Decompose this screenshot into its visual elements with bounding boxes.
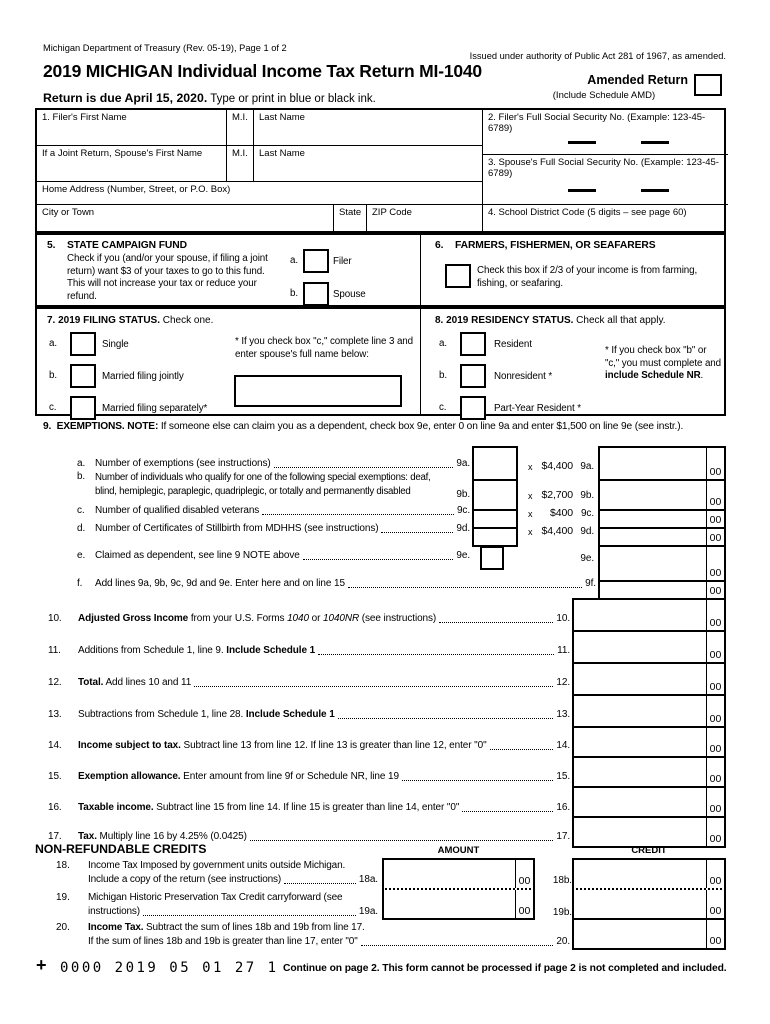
- spouse-full-name-input[interactable]: [234, 375, 402, 407]
- line-9d-cents: 00: [706, 529, 724, 545]
- line-18a-value-box[interactable]: [382, 858, 535, 890]
- line-19a-tag: 19a.: [358, 906, 378, 917]
- line-9b-amount: $2,700: [541, 489, 573, 501]
- line-9d-tag: 9d.: [456, 523, 470, 534]
- campaign-filer-checkbox[interactable]: [303, 249, 329, 273]
- line-14-row: [48, 740, 570, 752]
- filing-status-title: 2019 FILING STATUS.: [58, 315, 160, 326]
- section-divider: [420, 309, 421, 414]
- ssn-dash: [641, 189, 669, 192]
- residency-note: [605, 345, 723, 383]
- line-17-value-box[interactable]: [572, 816, 726, 848]
- line-9e-text: Claimed as dependent, see line 9 NOTE above: [95, 550, 300, 561]
- line-15-tag: 15.: [556, 771, 570, 782]
- ssn-dash: [641, 141, 669, 144]
- line-9b-text-2: blind, hemiplegic, paraplegic, quadriplegic, or totally and permanently disabled: [95, 485, 411, 497]
- line-19b-tag: 19b.: [552, 907, 572, 918]
- filer-ssn-label: 2. Filer's Full Social Security No. (Example: 123-45-6789): [488, 112, 706, 134]
- ssn-dash: [568, 189, 596, 192]
- state-field[interactable]: [334, 205, 367, 235]
- spouse-mi-label: M.I.: [232, 148, 248, 159]
- exemptions-note-label: NOTE:: [124, 421, 159, 432]
- form-barcode-line: 0000 2019 05 01 27 1: [60, 960, 279, 976]
- line-9f-cents: 00: [706, 582, 724, 598]
- dotted-leader: [348, 587, 582, 588]
- plus-registration-mark: +: [36, 955, 47, 975]
- exemptions-header: [43, 421, 733, 432]
- line-9e-tag: 9e.: [456, 550, 470, 561]
- school-district-label: 4. School District Code (5 digits – see page 60): [488, 207, 687, 218]
- amount-column-header: AMOUNT: [437, 845, 480, 856]
- line-11-value-box[interactable]: [572, 630, 726, 664]
- line-19-number: 19.: [56, 892, 70, 903]
- filing-married-jointly-checkbox[interactable]: [70, 364, 96, 388]
- campaign-filer-letter: a.: [290, 255, 298, 266]
- line-9c-cents: 00: [706, 511, 724, 527]
- campaign-spouse-letter: b.: [290, 288, 298, 299]
- line-12-value-box[interactable]: [572, 662, 726, 696]
- line-17-tag: 17.: [556, 831, 570, 842]
- authority-line: Issued under authority of Public Act 281 of 1967, as amended.: [469, 51, 726, 61]
- line-12-row: [48, 677, 570, 689]
- filing-residency-block: [35, 307, 726, 416]
- line-10-tag: 10.: [556, 613, 570, 624]
- line-9b-text-1: Number of individuals who qualify for one of the following special exemptions: deaf,: [95, 472, 431, 483]
- amended-return-subtext: (Include Schedule AMD): [552, 90, 656, 101]
- dotted-leader: [381, 532, 453, 533]
- line-9c-value-box[interactable]: [598, 509, 726, 529]
- line-9b-multiply: x: [528, 491, 533, 501]
- line-9d-text: Number of Certificates of Stillbirth from MDHHS (see instructions): [95, 523, 379, 534]
- dotted-leader: [361, 945, 554, 946]
- line-9a-value-box[interactable]: [598, 446, 726, 481]
- residency-note-bold: include Schedule NR: [605, 370, 701, 382]
- filing-married-separately-label: Married filing separately*: [102, 403, 208, 414]
- residency-nonresident-checkbox[interactable]: [460, 364, 486, 388]
- city-field[interactable]: [37, 205, 334, 235]
- line-15-cents: 00: [706, 758, 724, 786]
- farmers-body: Check this box if 2/3 of your income is from farming, fishing, or seafaring.: [477, 265, 698, 289]
- filing-status-header: [47, 315, 213, 326]
- dotted-leader: [194, 686, 553, 687]
- spouse-ssn-label: 3. Spouse's Full Social Security No. (Example: 123-45-6789): [488, 157, 719, 179]
- line-9b-tag: 9b.: [456, 489, 470, 500]
- farmers-title: FARMERS, FISHERMEN, OR SEAFARERS: [455, 240, 656, 251]
- zip-label: ZIP Code: [372, 207, 412, 218]
- line-16-text: Taxable income. Subtract line 15 from line 14. If line 15 is greater than line 14, enter "0": [78, 802, 460, 813]
- line-14-text: Income subject to tax. Subtract line 13 from line 12. If line 13 is greater than line 12, enter "0": [78, 740, 487, 751]
- line-14-value-box[interactable]: [572, 726, 726, 758]
- dotted-leader: [318, 654, 554, 655]
- line-13-row: [48, 709, 570, 721]
- dotted-leader: [462, 811, 553, 812]
- spouse-last-name-field[interactable]: [254, 146, 482, 182]
- line-10-value-box[interactable]: [572, 598, 726, 632]
- residency-header: [435, 315, 665, 326]
- line-20-cents: 00: [706, 920, 724, 948]
- line-9b-tag2: 9b.: [580, 490, 594, 501]
- line-9c-multiply: x: [528, 509, 533, 519]
- line-9a-tag2: 9a.: [580, 461, 594, 472]
- line-9c-letter: c.: [77, 505, 85, 516]
- line-11-number: 11.: [48, 645, 61, 656]
- dotted-leader: [250, 840, 554, 841]
- filing-married-separately-checkbox[interactable]: [70, 396, 96, 420]
- dotted-leader: [490, 749, 554, 750]
- campaign-filer-label: Filer: [333, 256, 352, 267]
- line-16-value-box[interactable]: [572, 786, 726, 818]
- dotted-leader: [439, 622, 553, 623]
- filing-single-checkbox[interactable]: [70, 332, 96, 356]
- line-13-tag: 13.: [556, 709, 570, 720]
- home-address-field[interactable]: [37, 182, 482, 205]
- line-12-cents: 00: [706, 664, 724, 694]
- line-11-tag: 11.: [557, 645, 570, 656]
- line-13-text: Subtractions from Schedule 1, line 28. Include Schedule 1: [78, 709, 335, 720]
- line-14-cents: 00: [706, 728, 724, 756]
- line-16-row: [48, 802, 570, 814]
- line-13-cents: 00: [706, 696, 724, 726]
- line-9e-value-box[interactable]: [598, 545, 726, 582]
- state-label: State: [339, 207, 362, 218]
- home-address-label: Home Address (Number, Street, or P.O. Box): [42, 184, 231, 195]
- residency-note-end: .: [700, 370, 704, 382]
- line-9b-letter: b.: [77, 471, 85, 482]
- line-9a-multiply: x: [528, 462, 533, 472]
- filing-c-letter: c.: [49, 402, 57, 413]
- line-18b-tag: 18b.: [552, 875, 572, 886]
- line-20-number: 20.: [56, 922, 70, 933]
- line-9c-tag: 9c.: [456, 505, 470, 516]
- amended-return-checkbox[interactable]: [694, 74, 722, 96]
- line-12-text: Total. Add lines 10 and 11: [78, 677, 192, 688]
- line-9c-amount: $400: [550, 507, 573, 519]
- line-9b-cents: 00: [706, 481, 724, 509]
- spouse-first-name-field[interactable]: [37, 146, 227, 182]
- line-9f-tag: 9f.: [585, 578, 596, 589]
- line-9b-text: [95, 471, 457, 498]
- line-15-text: Exemption allowance. Enter amount from line 9f or Schedule NR, line 19: [78, 771, 399, 782]
- campaign-spouse-checkbox[interactable]: [303, 282, 329, 306]
- line-18-number: 18.: [56, 860, 70, 871]
- line-9d-row: [77, 523, 470, 535]
- line-9c-tag2: 9c.: [580, 508, 594, 519]
- line-9c-text: Number of qualified disabled veterans: [95, 505, 260, 516]
- dotted-leader: [274, 467, 454, 468]
- line-15-number: 15.: [48, 771, 62, 782]
- spouse-ssn-field[interactable]: [482, 155, 728, 205]
- line-18a-tag: 18a.: [358, 874, 378, 885]
- filer-first-name-field[interactable]: [37, 110, 227, 146]
- section-divider: [420, 235, 421, 305]
- line-13-number: 13.: [48, 709, 62, 720]
- line-15-row: [48, 771, 570, 783]
- amended-return-label: Amended Return: [587, 73, 688, 87]
- credits-section-title: NON-REFUNDABLE CREDITS: [35, 842, 207, 856]
- line-11-cents: 00: [706, 632, 724, 662]
- line-9e-cents: 00: [706, 547, 724, 580]
- line-12-tag: 12.: [556, 677, 570, 688]
- line-9f-row: [77, 578, 596, 590]
- line-9d-tag2: 9d.: [580, 526, 594, 537]
- line-9f-text: Add lines 9a, 9b, 9c, 9d and 9e. Enter here and on line 15: [95, 578, 345, 589]
- school-district-field[interactable]: [482, 205, 728, 235]
- due-date-line: [43, 89, 376, 107]
- filing-single-label: Single: [102, 339, 129, 350]
- line-10-text: Adjusted Gross Income from your U.S. Forms 1040 or 1040NR (see instructions): [78, 613, 437, 624]
- line-16-tag: 16.: [556, 802, 570, 813]
- line-9a-text: Number of exemptions (see instructions): [95, 458, 271, 469]
- residency-resident-checkbox[interactable]: [460, 332, 486, 356]
- line-9e-checkbox[interactable]: [480, 546, 504, 570]
- exemptions-note-rest: If someone else can claim you as a dependent, check box 9e, enter 0 on line 9a and enter $1,500 on line 9e (see instr.).: [158, 421, 684, 432]
- line-12-number: 12.: [48, 677, 62, 688]
- residency-number: 8.: [435, 315, 444, 326]
- line-20-row: [88, 936, 570, 948]
- credit-column-header: CREDIT: [631, 845, 667, 856]
- filing-a-letter: a.: [49, 338, 57, 349]
- line-19b-cents: 00: [706, 890, 724, 918]
- filing-b-letter: b.: [49, 370, 57, 381]
- residency-c-letter: c.: [439, 402, 447, 413]
- line-18b-cents: 00: [706, 860, 724, 888]
- line-18-text-1: Income Tax Imposed by government units outside Michigan.: [88, 860, 346, 871]
- line-9d-letter: d.: [77, 523, 86, 534]
- exemptions-title: EXEMPTIONS.: [56, 421, 125, 432]
- line-17-number: 17.: [48, 831, 62, 842]
- line-9c-row: [77, 505, 470, 517]
- dotted-leader: [262, 514, 454, 515]
- line-9a-amount: $4,400: [541, 460, 573, 472]
- residency-b-letter: b.: [439, 370, 447, 381]
- ssn-dash: [568, 141, 596, 144]
- line-16-cents: 00: [706, 788, 724, 816]
- zip-field[interactable]: [367, 205, 482, 235]
- filing-status-subtitle: Check one.: [160, 315, 214, 326]
- filer-last-name-label: Last Name: [259, 112, 305, 123]
- line-9f-value-box[interactable]: [598, 580, 726, 600]
- filing-married-jointly-label: Married filing jointly: [102, 371, 184, 382]
- campaign-fund-title: STATE CAMPAIGN FUND: [67, 240, 187, 251]
- line-9a-cents: 00: [706, 448, 724, 479]
- dotted-leader: [143, 915, 356, 916]
- line-9f-letter: f.: [77, 578, 83, 589]
- residency-a-letter: a.: [439, 338, 447, 349]
- line-9e-letter: e.: [77, 550, 86, 561]
- residency-title: 2019 RESIDENCY STATUS.: [446, 315, 574, 326]
- line-20-tag: 20.: [556, 936, 570, 947]
- farmers-checkbox[interactable]: [445, 264, 471, 288]
- line-19a-cents: 00: [515, 890, 533, 918]
- filer-mi-label: M.I.: [232, 112, 248, 123]
- line-10-number: 10.: [48, 613, 62, 624]
- dotted-leader: [303, 559, 454, 560]
- farmers-number: 6.: [435, 240, 444, 251]
- filer-first-name-label: 1. Filer's First Name: [42, 112, 127, 123]
- line-9e-tag2: 9e.: [580, 553, 594, 564]
- line-9d-multiply: x: [528, 527, 533, 537]
- line-20-text-2: If the sum of lines 18b and 19b is greater than line 17, enter "0": [88, 936, 358, 947]
- line-18-text-2: Include a copy of the return (see instructions): [88, 874, 282, 885]
- line-17-text: Tax. Multiply line 16 by 4.25% (0.0425): [78, 831, 247, 842]
- dotted-leader: [402, 780, 553, 781]
- line-20-text-1: Income Tax. Subtract the sum of lines 18b and 19b from line 17.: [88, 922, 365, 933]
- spouse-mi-field[interactable]: [227, 146, 254, 182]
- residency-partyear-checkbox[interactable]: [460, 396, 486, 420]
- line-9d-value-box[interactable]: [598, 527, 726, 547]
- filing-note: * If you check box "c," complete line 3 and enter spouse's full name below:: [235, 336, 414, 360]
- filing-status-number: 7.: [47, 315, 56, 326]
- line-10-cents: 00: [706, 600, 724, 630]
- line-19a-value-box[interactable]: [382, 888, 535, 920]
- line-19b-value-box[interactable]: [572, 888, 726, 920]
- campaign-spouse-label: Spouse: [333, 289, 366, 300]
- line-9a-tag: 9a.: [456, 458, 470, 469]
- continue-note: Continue on page 2. This form cannot be processed if page 2 is not completed and included.: [283, 963, 727, 974]
- residency-subtitle: Check all that apply.: [573, 315, 666, 326]
- campaign-farmers-block: [35, 233, 726, 307]
- line-19-text-2: instructions): [88, 906, 140, 917]
- form-title: 2019 MICHIGAN Individual Income Tax Return MI-1040: [43, 61, 482, 81]
- line-9a-row: [77, 458, 470, 470]
- due-date-rest: Type or print in blue or black ink.: [207, 93, 376, 105]
- line-18-row: [88, 874, 378, 886]
- line-10-row: [48, 613, 570, 625]
- campaign-fund-number: 5.: [47, 240, 56, 251]
- line-15-value-box[interactable]: [572, 756, 726, 788]
- dotted-leader: [338, 718, 554, 719]
- line-19-row: [88, 906, 378, 918]
- name-address-table: [35, 108, 726, 233]
- spouse-last-name-label: Last Name: [259, 148, 305, 159]
- dotted-leader: [284, 883, 356, 884]
- line-19-text-1: Michigan Historic Preservation Tax Credit carryforward (see: [88, 892, 343, 903]
- line-13-value-box[interactable]: [572, 694, 726, 728]
- line-18b-value-box[interactable]: [572, 858, 726, 890]
- line-14-number: 14.: [48, 740, 62, 751]
- residency-resident-label: Resident: [494, 339, 532, 350]
- residency-partyear-label: Part-Year Resident *: [494, 403, 581, 414]
- line-18a-cents: 00: [515, 860, 533, 888]
- filer-last-name-field[interactable]: [254, 110, 482, 146]
- filer-ssn-field[interactable]: [482, 110, 728, 155]
- line-14-tag: 14.: [556, 740, 570, 751]
- line-9a-letter: a.: [77, 458, 86, 469]
- line-17-cents: 00: [706, 818, 724, 846]
- filer-mi-field[interactable]: [227, 110, 254, 146]
- line-11-text: Additions from Schedule 1, line 9. Include Schedule 1: [78, 645, 316, 656]
- treasury-rev-line: Michigan Department of Treasury (Rev. 05-19), Page 1 of 2: [43, 43, 287, 53]
- due-date-bold: Return is due April 15, 2020.: [43, 91, 208, 105]
- line-9d-amount: $4,400: [541, 525, 573, 537]
- line-11-row: [48, 645, 570, 657]
- line-16-number: 16.: [48, 802, 62, 813]
- residency-note-pre: * If you check box "b" or "c," you must complete and: [605, 345, 721, 369]
- residency-nonresident-label: Nonresident *: [494, 371, 553, 382]
- line-9b-value-box[interactable]: [598, 479, 726, 511]
- exemptions-number: 9.: [43, 421, 52, 432]
- campaign-fund-body: Check if you (and/or your spouse, if filing a joint return) want $3 of your taxes to go to this fund. This will not increase your tax or reduce your refund.: [67, 253, 268, 302]
- line-9e-row: [77, 550, 470, 562]
- line-20-value-box[interactable]: [572, 918, 726, 950]
- city-label: City or Town: [42, 207, 95, 218]
- spouse-first-name-label: If a Joint Return, Spouse's First Name: [42, 148, 203, 159]
